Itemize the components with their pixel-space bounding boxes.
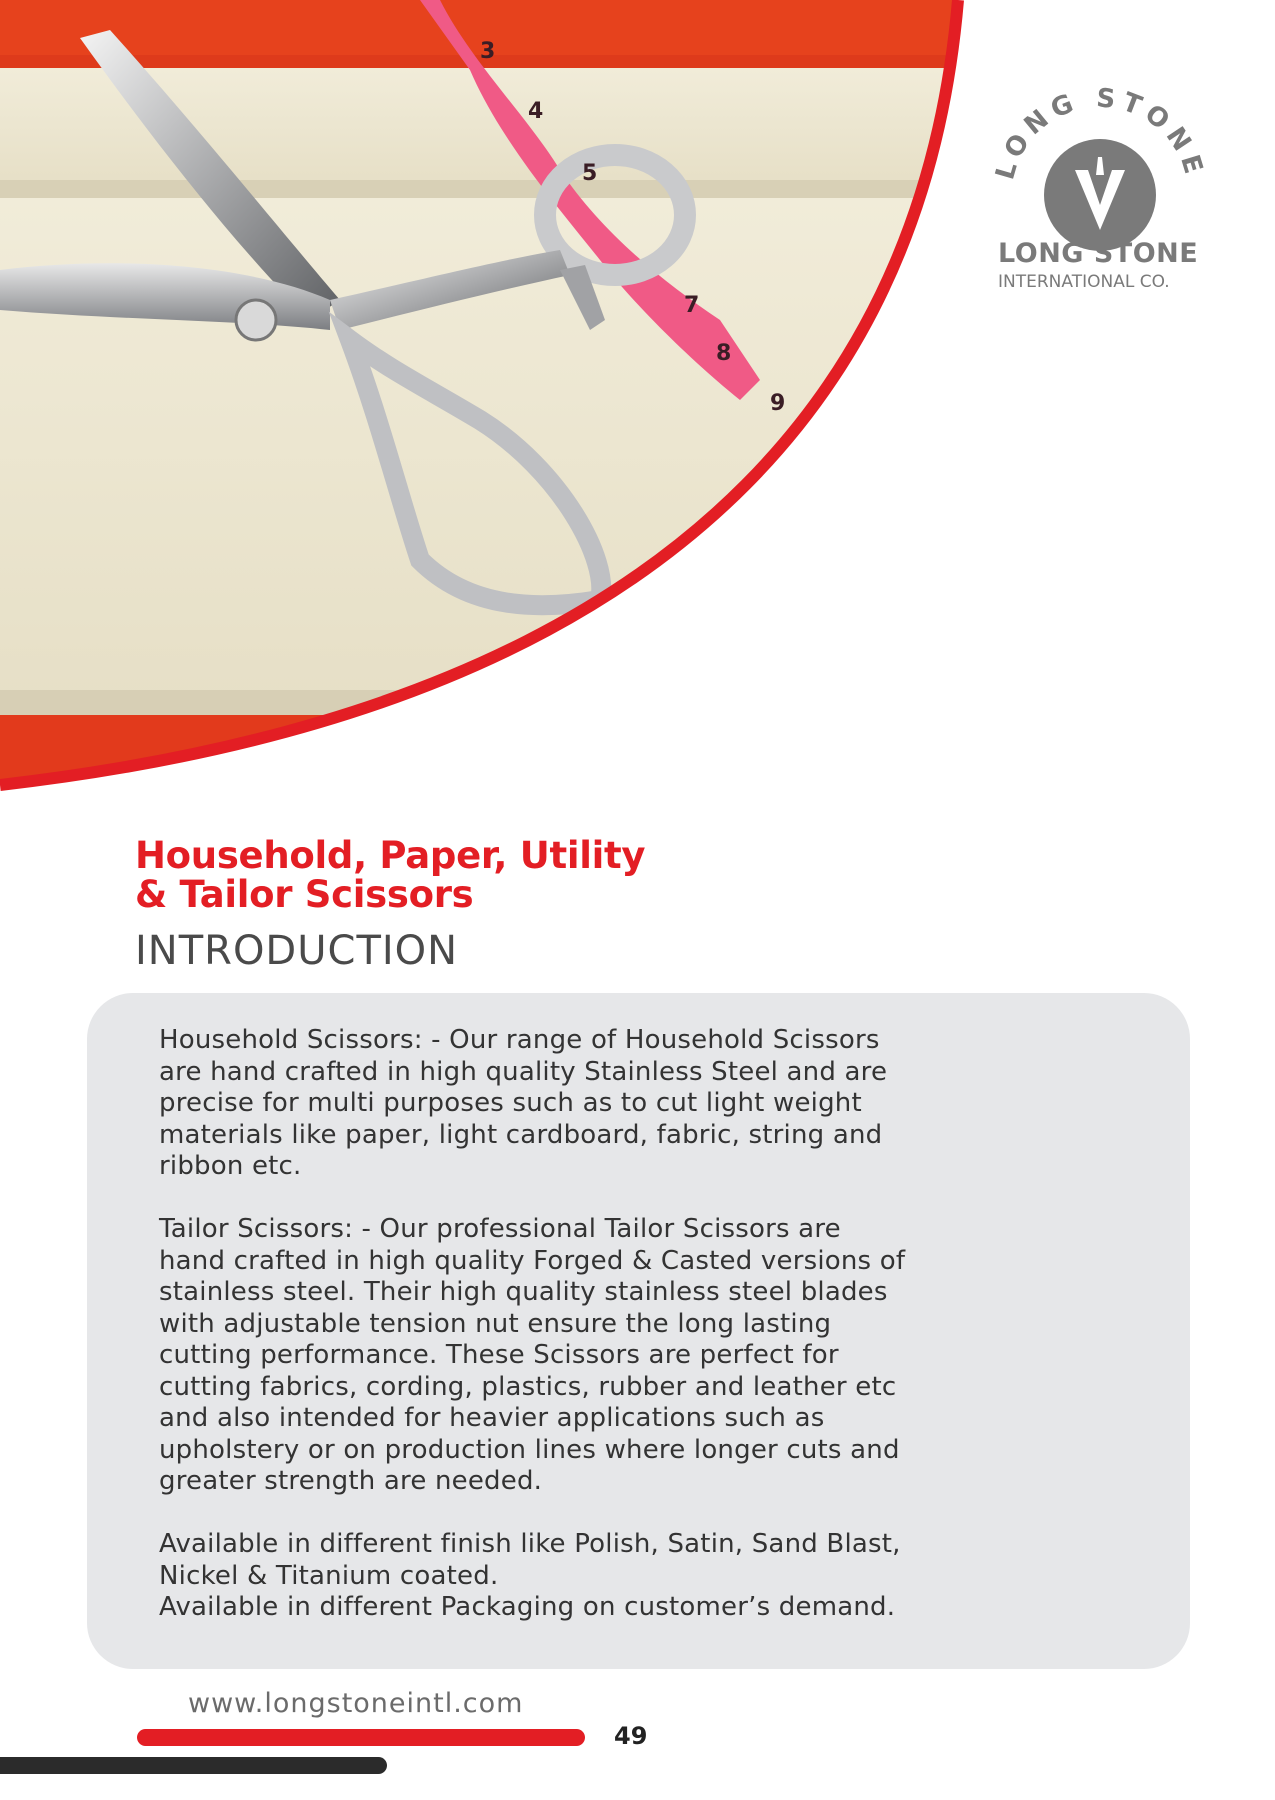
tape-number: 4: [528, 99, 544, 124]
tape-number: 3: [480, 39, 496, 64]
footer-dark-bar: [0, 1757, 387, 1774]
footer-red-bar: [137, 1729, 585, 1746]
website-link[interactable]: www.longstoneintl.com: [188, 1688, 524, 1719]
tape-number: 5: [582, 161, 598, 186]
company-logo: [980, 75, 1220, 305]
page-title: [135, 836, 645, 914]
logo-company-subtitle: INTERNATIONAL CO.: [998, 272, 1170, 292]
tape-number: 7: [684, 293, 700, 318]
tape-number: 8: [716, 341, 732, 366]
availability-paragraph: Available in different finish like Polish, Satin, Sand Blast, Nickel & Titanium coated. Available in different Packaging on customer’s demand.: [159, 1529, 901, 1622]
page-title-line2: & Tailor Scissors: [135, 873, 474, 916]
logo-arc-text: LONG STONE: [990, 83, 1210, 183]
section-subtitle: INTRODUCTION: [135, 928, 459, 974]
page-number: 49: [614, 1722, 648, 1750]
tailor-paragraph: Tailor Scissors: - Our professional Tailor Scissors are hand crafted in high quality Forged & Casted versions of stainless steel. Their high quality stainless steel blades with adjustable tension nut ensure the long lasting cutting performance. These Scissors are perfect for cutting fabrics, cording, plastics, rubber and leather etc and also intended for heavier applications such as upholstery or on production lines where longer cuts and greater strength are needed.: [159, 1214, 906, 1496]
intro-panel: [87, 993, 1190, 1669]
logo-company-name: LONG STONE: [998, 238, 1199, 269]
page-title-line1: Household, Paper, Utility: [135, 834, 646, 877]
tape-number: 9: [770, 391, 786, 416]
household-paragraph: Household Scissors: - Our range of Household Scissors are hand crafted in high quality Stainless Steel and are precise for multi purposes such as to cut light weight materials like paper, light cardboard, fabric, string and ribbon etc.: [159, 1025, 888, 1181]
